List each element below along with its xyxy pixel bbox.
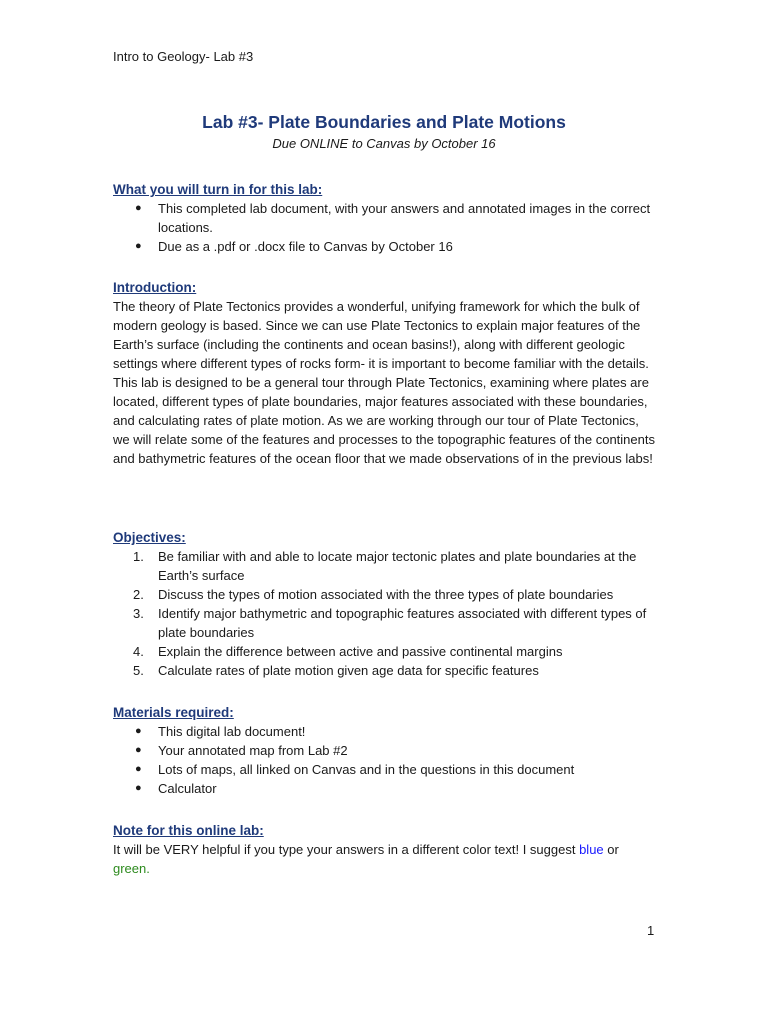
list-item: ● Due as a .pdf or .docx file to Canvas by October 16 bbox=[135, 239, 453, 254]
bullet-icon: ● bbox=[135, 763, 142, 775]
list-item: ● Lots of maps, all linked on Canvas and in the questions in this document bbox=[135, 762, 575, 777]
running-header: Intro to Geology- Lab #3 bbox=[113, 49, 254, 64]
document-subtitle: Due ONLINE to Canvas by October 16 bbox=[272, 136, 496, 151]
blue-sample-word: blue bbox=[579, 842, 604, 857]
introduction-heading: Introduction: bbox=[113, 280, 197, 295]
note-heading: Note for this online lab: bbox=[113, 823, 264, 838]
list-item: ● Your annotated map from Lab #2 bbox=[135, 743, 348, 758]
introduction-paragraph: This lab is designed to be a general tour through Plate Tectonics, examining where plates are located, different types of plate boundaries, major features associated with these boundaries, and calculating rates of plate motion. As we are working through our tour of Plate Tectonics, we will relate some of the features and processes to the topographic features of the continents and bathymetric features of the ocean floor that we made observations of in the previous labs! bbox=[113, 375, 655, 466]
objectives-heading: Objectives: bbox=[113, 530, 186, 545]
bullet-icon: ● bbox=[135, 240, 142, 252]
turn-in-heading: What you will turn in for this lab: bbox=[113, 182, 323, 197]
list-item: 1. Be familiar with and able to locate major tectonic plates and plate boundaries at the Earth’s surface bbox=[133, 549, 637, 583]
list-item: ● This completed lab document, with your answers and annotated images in the correct locations. bbox=[135, 201, 651, 235]
document-title: Lab #3- Plate Boundaries and Plate Motions bbox=[202, 112, 566, 132]
bullet-icon: ● bbox=[135, 202, 142, 214]
materials-heading: Materials required: bbox=[113, 705, 234, 720]
bullet-icon: ● bbox=[135, 782, 142, 794]
turn-in-section bbox=[113, 180, 658, 256]
note-section bbox=[113, 821, 658, 878]
list-item: ● Calculator bbox=[135, 781, 217, 796]
materials-list bbox=[113, 722, 658, 798]
list-item: 5. Calculate rates of plate motion given age data for specific features bbox=[133, 663, 539, 678]
bullet-icon: ● bbox=[135, 725, 142, 737]
materials-section bbox=[113, 703, 658, 798]
page-number: 1 bbox=[647, 923, 655, 938]
note-text: It will be VERY helpful if you type your answers in a different color text! I suggest blue or green. bbox=[113, 842, 619, 876]
list-item: 3. Identify major bathymetric and topographic features associated with different types of plate boundaries bbox=[133, 606, 647, 640]
list-item: 2. Discuss the types of motion associated with the three types of plate boundaries bbox=[133, 587, 614, 602]
turn-in-list bbox=[113, 199, 658, 256]
objectives-list bbox=[113, 547, 658, 680]
green-sample-word: green. bbox=[113, 861, 150, 876]
list-item: ● This digital lab document! bbox=[135, 724, 306, 739]
bullet-icon: ● bbox=[135, 744, 142, 756]
list-item: 4. Explain the difference between active and passive continental margins bbox=[133, 644, 563, 659]
introduction-paragraph: The theory of Plate Tectonics provides a wonderful, unifying framework for which the bulk of modern geology is based. Since we can use Plate Tectonics to explain major features of the Earth’s surface (including the continents and ocean basins!), along with different geologic settings where different types of rocks form- it is important to become familiar with the details. bbox=[113, 299, 649, 371]
objectives-section bbox=[113, 528, 658, 680]
introduction-section bbox=[113, 278, 658, 468]
